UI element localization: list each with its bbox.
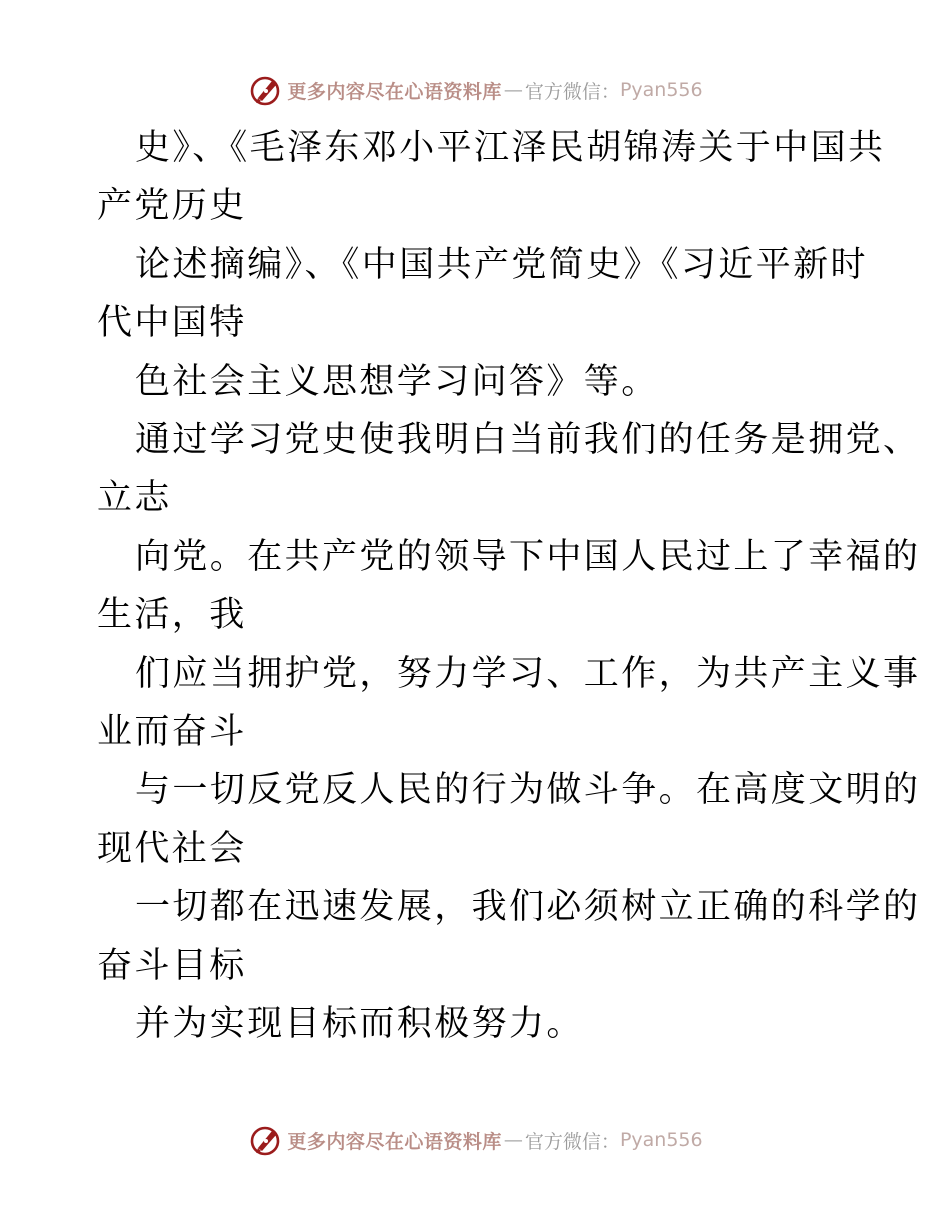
watermark-dash: — (503, 1129, 523, 1151)
text-line-7: 立志 (97, 478, 172, 518)
text-line-11: 业而奋斗 (97, 712, 247, 752)
watermark-wechat-id: Pyan556 (619, 79, 703, 101)
text-line-5: 色社会主义思想学习问答》等。 (135, 362, 659, 402)
watermark-dash: — (503, 79, 523, 101)
text-line-16: 并为实现目标而积极努力。 (135, 1004, 584, 1044)
text-line-1: 史》、《毛泽东邓小平江泽民胡锦涛关于中国共 (135, 128, 886, 168)
watermark-wechat-id: Pyan556 (619, 1129, 703, 1151)
text-line-2: 产党历史 (97, 186, 247, 226)
text-line-6: 通过学习党史使我明白当前我们的任务是拥党、 (135, 420, 921, 460)
text-line-12: 与一切反党反人民的行为做斗争。在高度文明的 (135, 770, 921, 810)
text-line-13: 现代社会 (97, 829, 247, 869)
text-line-9: 生活，我 (97, 595, 247, 635)
watermark-wechat-label: 官方微信： (524, 80, 620, 103)
text-line-10: 们应当拥护党，努力学习、工作，为共产主义事 (135, 654, 921, 694)
watermark-wechat-label: 官方微信： (524, 1130, 620, 1153)
text-line-8: 向党。在共产党的领导下中国人民过上了幸福的 (135, 537, 921, 577)
watermark-title: 更多内容尽在心语资料库 (287, 80, 502, 103)
pen-nib-logo-icon (247, 72, 283, 108)
footer-watermark (0, 1120, 950, 1160)
text-line-15: 奋斗目标 (97, 946, 247, 986)
header-watermark (0, 70, 950, 110)
text-line-14: 一切都在迅速发展，我们必须树立正确的科学的 (135, 887, 921, 927)
pen-nib-logo-icon (247, 1122, 283, 1158)
text-line-4: 代中国特 (97, 303, 247, 343)
text-line-3: 论述摘编》、《中国共产党简史》《习近平新时 (135, 245, 868, 285)
watermark-title: 更多内容尽在心语资料库 (287, 1130, 502, 1153)
